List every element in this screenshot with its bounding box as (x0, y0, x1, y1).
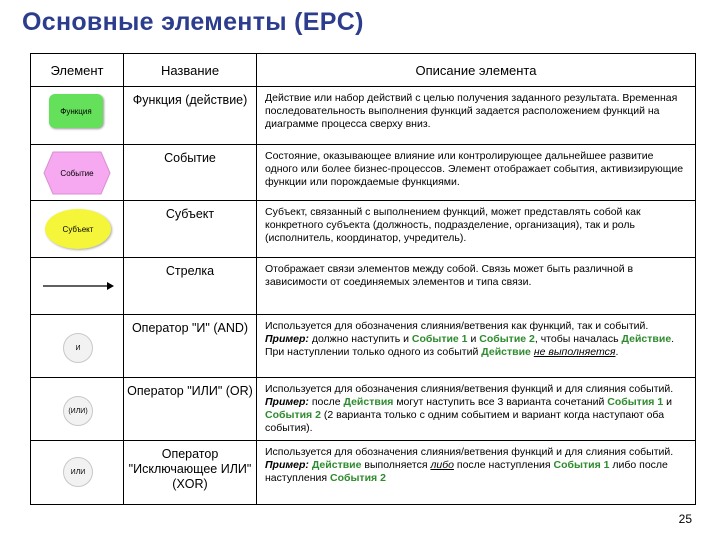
epc-elements-table (30, 53, 696, 505)
table-row (31, 315, 696, 378)
header-name: Название (124, 54, 257, 87)
element-cell (31, 201, 124, 258)
element-cell (31, 315, 124, 378)
element-name: Оператор "ИЛИ" (OR) (124, 378, 257, 441)
table-row (31, 378, 696, 441)
element-description: Используется для обозначения слияния/ветвения как функций, так и событий. Пример: должно наступить и Событие 1 и Событие 2, чтобы началась Действие. При наступлении только одного из событий Действие не выполняется. (257, 315, 696, 378)
element-name: Функция (действие) (124, 87, 257, 145)
element-name: Стрелка (124, 258, 257, 315)
element-description: Используется для обозначения слияния/ветвения функций и для слияния событий. Пример: после Действия могут наступить все 3 варианта сочетаний События 1 и События 2 (2 варианта только с одним событием и вариант когда наступают оба события). (257, 378, 696, 441)
element-description: Состояние, оказывающее влияние или контролирующее дальнейшее развитие одного или более бизнес-процессов. Элемент отображает события, активизирующие функции или порождаемые функциями. (257, 145, 696, 201)
header-description: Описание элемента (257, 54, 696, 87)
element-description: Субъект, связанный с выполнением функций, может представлять собой как конкретного субъекта (должность, подразделение, организация), так и роль (исполнитель, координатор, учредитель). (257, 201, 696, 258)
element-name: Событие (124, 145, 257, 201)
table-row (31, 87, 696, 145)
table-row (31, 201, 696, 258)
element-cell (31, 378, 124, 441)
page-number: 25 (678, 512, 692, 526)
xor-operator-shape: ИЛИ (63, 457, 93, 487)
and-operator-shape: И (63, 333, 93, 363)
table-header-row (31, 54, 696, 87)
arrow-icon (41, 280, 115, 292)
header-element: Элемент (31, 54, 124, 87)
element-cell (31, 145, 124, 201)
element-name: Субъект (124, 201, 257, 258)
event-shape-label: Событие (60, 168, 94, 178)
element-description: Отображает связи элементов между собой. Связь может быть различной в зависимости от соединяемых элементов и типа связи. (257, 258, 696, 315)
table-row (31, 145, 696, 201)
page-title: Основные элементы (EPC) (22, 8, 364, 36)
element-cell (31, 258, 124, 315)
table-row (31, 258, 696, 315)
element-cell (31, 87, 124, 145)
element-description: Действие или набор действий с целью получения заданного результата. Временная последовательность выполнения функций задается расположением функций на диаграмме процесса сверху вниз. (257, 87, 696, 145)
or-operator-shape: (ИЛИ) (63, 396, 93, 426)
subject-shape: Субъект (45, 209, 111, 249)
element-cell (31, 441, 124, 505)
table-row (31, 441, 696, 505)
function-shape: Функция (49, 94, 103, 128)
element-name: Оператор "И" (AND) (124, 315, 257, 378)
element-description: Используется для обозначения слияния/ветвения функций и для слияния событий. Пример: Действие выполняется либо после наступления События 1 либо после наступления События 2 (257, 441, 696, 505)
element-name: Оператор "Исключающее ИЛИ" (XOR) (124, 441, 257, 505)
